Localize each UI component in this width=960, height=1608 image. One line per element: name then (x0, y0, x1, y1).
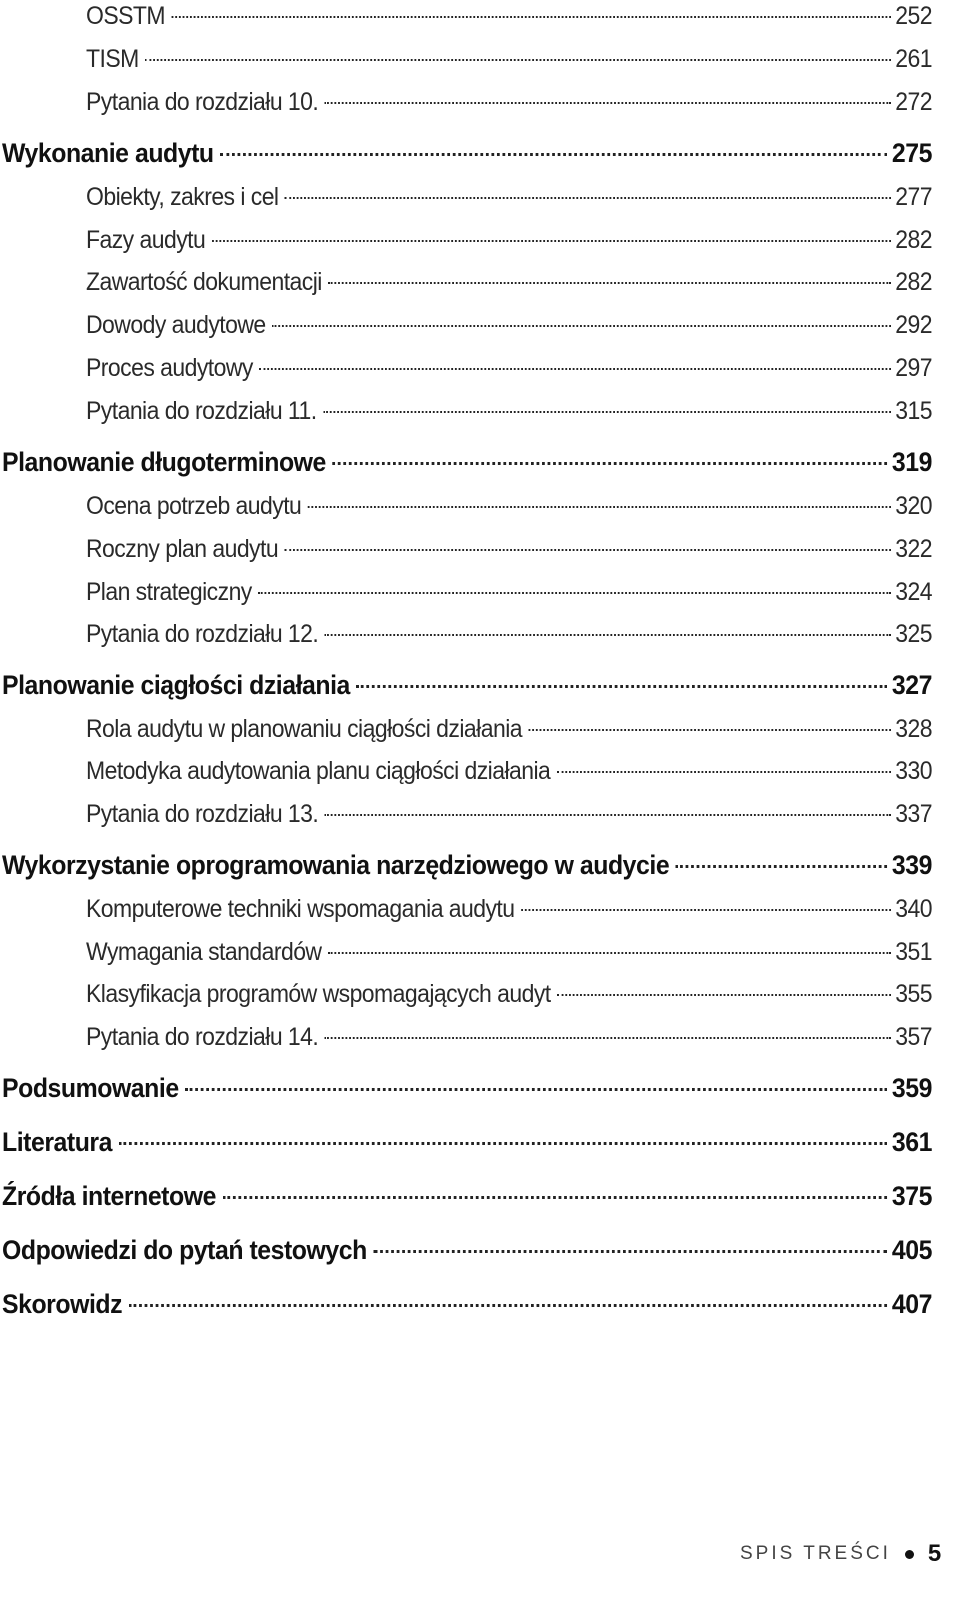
toc-entry-page: 282 (895, 226, 932, 254)
toc-entry-title: Pytania do rozdziału 13. (86, 800, 319, 828)
toc-chapter-page: 361 (891, 1127, 932, 1157)
dot-leader (332, 462, 887, 465)
toc-entry-page: 324 (895, 578, 932, 606)
dot-leader (222, 1196, 887, 1199)
toc-entry-page: 357 (895, 1023, 932, 1051)
toc-entry-title: TISM (86, 45, 139, 73)
dot-leader (325, 634, 891, 636)
dot-leader (129, 1304, 888, 1307)
toc-entry (86, 397, 932, 426)
toc-chapter-title: Planowanie ciągłości działania (2, 670, 350, 700)
toc-entry-title: Pytania do rozdziału 11. (86, 397, 317, 425)
toc-chapter (2, 1073, 932, 1104)
toc-chapter-page: 359 (891, 1073, 932, 1103)
toc-entry (86, 226, 932, 255)
toc-entry-title: Dowody audytowe (86, 311, 266, 339)
dot-leader (528, 729, 890, 731)
dot-leader (145, 59, 890, 61)
toc-entry-page: 282 (895, 268, 932, 296)
toc-chapter-page: 319 (891, 447, 932, 477)
toc-chapter-page: 339 (891, 850, 932, 880)
toc-entry (86, 535, 932, 564)
dot-leader (259, 368, 890, 370)
toc-entry-page: 252 (895, 2, 932, 30)
page-footer (740, 1540, 941, 1568)
toc-entry (86, 268, 932, 297)
section-label: SPIS TREŚCI (740, 1543, 891, 1564)
dot-leader (212, 240, 891, 242)
dot-leader (171, 16, 890, 18)
toc-chapter (2, 1289, 932, 1320)
toc-chapter-title: Źródła internetowe (2, 1181, 216, 1211)
toc-chapter (2, 850, 932, 881)
toc-entry-title: Pytania do rozdziału 12. (86, 620, 319, 648)
toc-entry-page: 315 (895, 397, 932, 425)
toc-entry-title: Plan strategiczny (86, 578, 252, 606)
dot-leader (185, 1088, 887, 1091)
bullet-dot-icon (905, 1550, 914, 1559)
toc-chapter-page: 327 (891, 670, 932, 700)
dot-leader (220, 153, 887, 156)
toc-entry (86, 578, 932, 607)
toc-chapter-title: Podsumowanie (2, 1073, 179, 1103)
dot-leader (323, 411, 891, 413)
toc-chapter-title: Odpowiedzi do pytań testowych (2, 1235, 367, 1265)
dot-leader (285, 549, 891, 551)
toc-chapter (2, 1127, 932, 1158)
toc-entry-title: Klasyfikacja programów wspomagających audyt (86, 980, 551, 1008)
dot-leader (325, 814, 891, 816)
toc-entry-page: 355 (895, 980, 932, 1008)
toc-entry (86, 757, 932, 786)
dot-leader (308, 506, 891, 508)
toc-entry-page: 340 (895, 895, 932, 923)
dot-leader (118, 1142, 887, 1145)
dot-leader (258, 592, 890, 594)
toc-entry (86, 45, 932, 74)
toc-chapter-title: Skorowidz (2, 1289, 123, 1319)
toc-entry (86, 354, 932, 383)
toc-entry-title: Obiekty, zakres i cel (86, 183, 279, 211)
toc-entry-title: Pytania do rozdziału 10. (86, 88, 319, 116)
toc-chapter-title: Planowanie długoterminowe (2, 447, 326, 477)
dot-leader (272, 325, 891, 327)
toc-chapter-page: 375 (891, 1181, 932, 1211)
toc-entry-page: 277 (895, 183, 932, 211)
toc-entry-page: 325 (895, 620, 932, 648)
dot-leader (373, 1250, 887, 1253)
toc-chapter (2, 1235, 932, 1266)
toc-entry (86, 492, 932, 521)
toc-entry (86, 620, 932, 649)
toc-chapter (2, 447, 932, 478)
toc-entry-title: Metodyka audytowania planu ciągłości działania (86, 757, 551, 785)
toc-entry (86, 800, 932, 829)
toc-entry-page: 337 (895, 800, 932, 828)
toc-entry-page: 297 (895, 354, 932, 382)
toc-entry-title: Komputerowe techniki wspomagania audytu (86, 895, 515, 923)
toc-entry-page: 322 (895, 535, 932, 563)
toc-entry (86, 895, 932, 924)
toc-entry-page: 292 (895, 311, 932, 339)
dot-leader (328, 952, 891, 954)
toc-chapter-page: 407 (891, 1289, 932, 1319)
toc-entry (86, 311, 932, 340)
toc-chapter (2, 1181, 932, 1212)
toc-chapter-page: 405 (891, 1235, 932, 1265)
toc-entry-page: 320 (895, 492, 932, 520)
toc-entry-title: Proces audytowy (86, 354, 253, 382)
toc-entry-title: OSSTM (86, 2, 166, 30)
toc-entry-page: 351 (895, 938, 932, 966)
dot-leader (325, 1037, 891, 1039)
toc-entry-page: 328 (895, 715, 932, 743)
toc-entry (86, 183, 932, 212)
toc-chapter (2, 670, 932, 701)
toc-entry (86, 980, 932, 1009)
dot-leader (356, 685, 887, 688)
toc-entry-title: Fazy audytu (86, 226, 206, 254)
toc-entry (86, 938, 932, 967)
toc-entry-title: Wymagania standardów (86, 938, 322, 966)
toc-entry (86, 2, 932, 31)
dot-leader (676, 865, 888, 868)
dot-leader (328, 282, 890, 284)
toc-chapter-title: Wykonanie audytu (2, 138, 214, 168)
toc-chapter-page: 275 (891, 138, 932, 168)
toc-entry-title: Rola audytu w planowaniu ciągłości działania (86, 715, 522, 743)
toc-chapter-title: Literatura (2, 1127, 112, 1157)
dot-leader (557, 771, 891, 773)
toc-chapter-title: Wykorzystanie oprogramowania narzędziowego w audycie (2, 850, 670, 880)
dot-leader (521, 909, 891, 911)
toc-entry (86, 1023, 932, 1052)
toc-chapter (2, 138, 932, 169)
page-number: 5 (927, 1540, 942, 1567)
toc-entry-page: 330 (895, 757, 932, 785)
toc-entry-title: Ocena potrzeb audytu (86, 492, 302, 520)
toc-entry-page: 272 (895, 88, 932, 116)
toc-entry-title: Roczny plan audytu (86, 535, 279, 563)
toc-entry-title: Zawartość dokumentacji (86, 268, 322, 296)
dot-leader (285, 197, 891, 199)
toc-entry-title: Pytania do rozdziału 14. (86, 1023, 319, 1051)
toc-entry-page: 261 (895, 45, 932, 73)
dot-leader (325, 102, 891, 104)
toc-entry (86, 88, 932, 117)
dot-leader (557, 994, 891, 996)
toc-entry (86, 715, 932, 744)
